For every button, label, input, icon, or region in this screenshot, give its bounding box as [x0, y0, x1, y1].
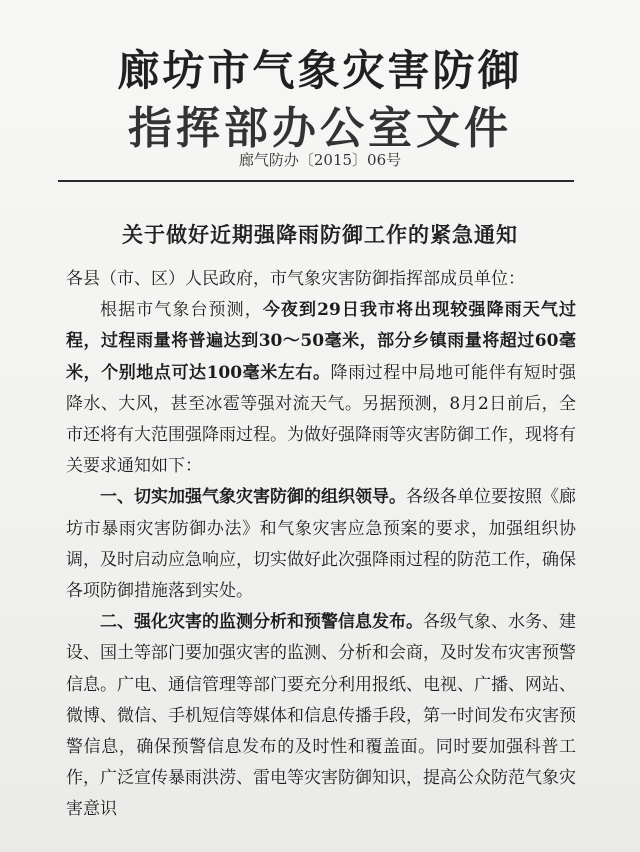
section-1-heading: 一、切实加强气象灾害防御的组织领导。 [100, 487, 406, 508]
salutation: 各县（市、区）人民政府，市气象灾害防御指挥部成员单位： [66, 269, 525, 289]
notice-body [66, 264, 576, 826]
section-1-text: 各级各单位要按照《廊坊市暴雨灾害防御办法》和气象灾害应急预案的要求，加强组织协调，及时启动应急响应，切实做好此次强降雨过程的防范工作，确保各项防御措施落到实处。 [66, 487, 576, 602]
paragraph-forecast [66, 295, 576, 482]
document-number: 廊气防办〔2015〕06号 [238, 151, 402, 169]
forecast-highlight: 今夜到29日我市将出现较强降雨天气过程，过程雨量将普遍达到30～50毫米，部分乡镇雨量将超过60毫米，个别地点可达100毫米左右。 [66, 300, 576, 383]
section-2-text: 各级气象、水务、建设、国土等部门要加强灾害的监测、分析和会商，及时发布灾害预警信息。广电、通信管理等部门要充分利用报纸、电视、广播、网站、微博、微信、手机短信等媒体和信息传播手段，第一时间发布灾害预警信息，确保预警信息发布的及时性和覆盖面。同时要加强科普工作，广泛宣传暴雨洪涝、雷电等灾害防御知识，提高公众防范气象灾害意识 [66, 612, 576, 820]
issuer-title-line2: 指挥部办公室文件 [128, 103, 512, 154]
notice-title: 关于做好近期强降雨防御工作的紧急通知 [122, 223, 518, 247]
issuer-title-line1: 廊坊市气象灾害防御 [117, 46, 523, 95]
forecast-intro: 根据市气象台预测， [100, 300, 263, 321]
header-divider [58, 180, 574, 182]
section-1 [66, 482, 576, 607]
section-2-heading: 二、强化灾害的监测分析和预警信息发布。 [100, 612, 423, 633]
section-2 [66, 607, 576, 825]
forecast-details: 降雨过程中局地可能伴有短时强降水、大风，甚至冰雹等强对流天气。另据预测，8月2日前后，全市还将有大范围强降雨过程。为做好强降雨等灾害防御工作，现将有关要求通知如下： [66, 362, 576, 477]
